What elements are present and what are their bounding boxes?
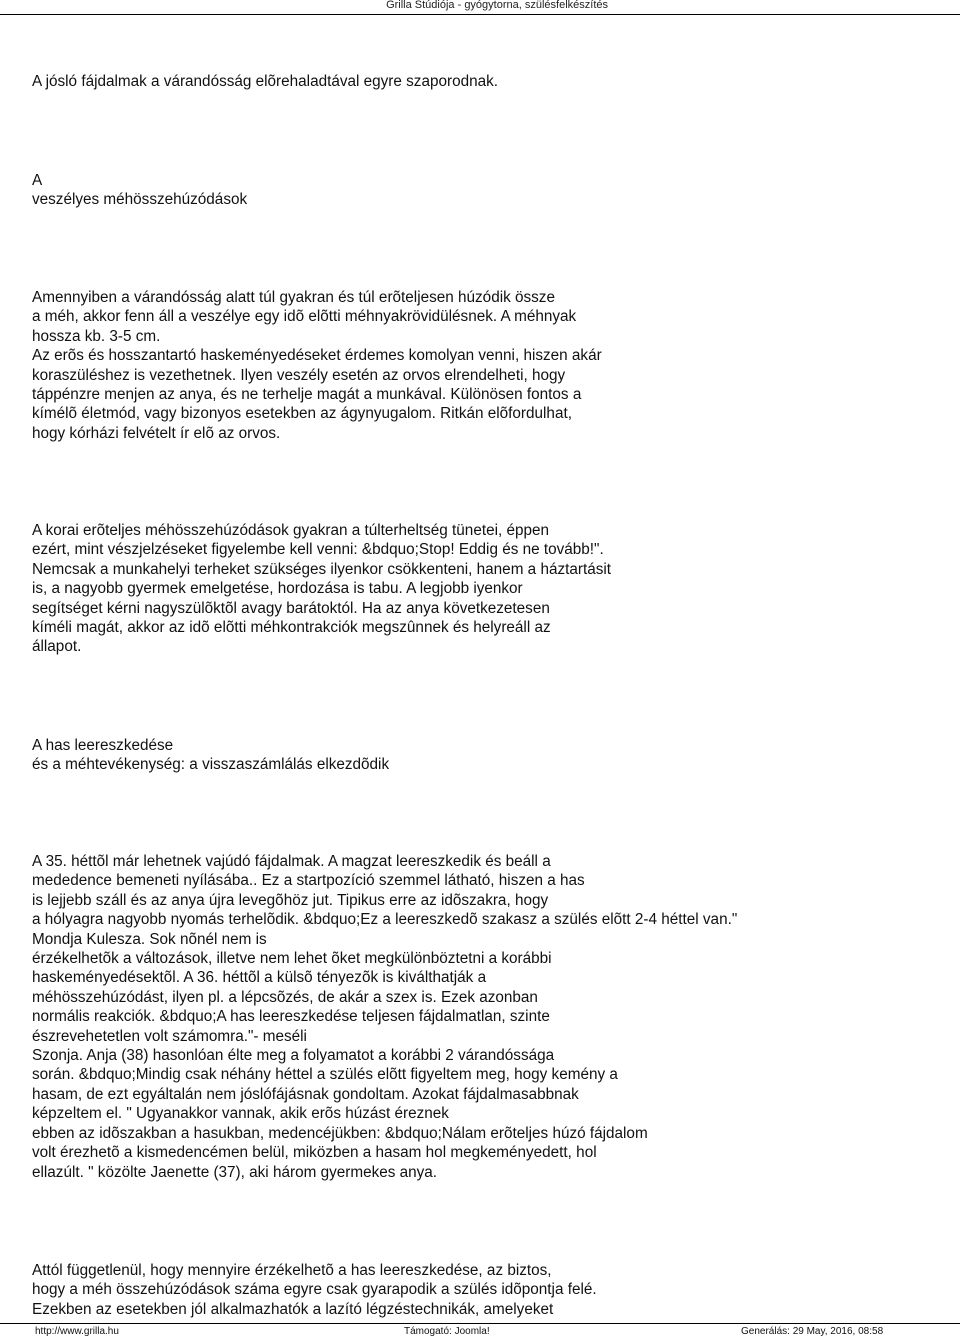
text-line: Ezekben az esetekben jól alkalmazhatók a lazító légzéstechnikák, amelyeket <box>32 1300 554 1318</box>
text-line: Mondja Kulesza. Sok nõnél nem is <box>32 930 267 948</box>
text-line: kímélõ életmód, vagy bizonyos esetekben az ágynyugalom. Ritkán elõfordulhat, <box>32 405 572 423</box>
paragraph-conclusion <box>32 1261 932 1319</box>
intro-paragraph <box>32 72 932 91</box>
text-line: segítséget kérni nagyszülõktõl avagy barátoktól. Ha az anya következetesen <box>32 599 550 617</box>
text-line: A jósló fájdalmak a várandósság elõrehaladtával egyre szaporodnak. <box>32 73 498 90</box>
text-line: és a méhtevékenység: a visszaszámlálás elkezdõdik <box>32 756 390 774</box>
text-line: normális reakciók. &bdquo;A has leereszkedése teljesen fájdalmatlan, szinte <box>32 1008 550 1026</box>
paragraph-cervix <box>32 288 932 443</box>
text-line: észrevehetetlen volt számomra."- meséli <box>32 1027 307 1045</box>
text-line: ebben az idõszakban a hasukban, medencéjükben: &bdquo;Nálam erõteljes húzó fájdalom <box>32 1124 648 1142</box>
section-heading-dangerous-contractions <box>32 171 932 210</box>
paragraph-overload <box>32 521 932 657</box>
text-line: táppénzre menjen az anya, és ne terhelje magát a munkával. Különösen fontos a <box>32 386 582 404</box>
text-line: haskeményedésektõl. A 36. héttõl a külsõ tényezõk is kiválthatják a <box>32 969 487 987</box>
text-line: a méh, akkor fenn áll a veszélye egy idõ elõtti méhnyakrövidülésnek. A méhnyak <box>32 308 577 326</box>
text-line: ellazúlt. " közölte Jaenette (37), aki három gyermekes anya. <box>32 1163 438 1181</box>
text-line: hasam, de ezt egyáltalán nem jóslófájásnak gondoltam. Azokat fájdalmasabbnak <box>32 1085 579 1103</box>
text-line: Amennyiben a várandósság alatt túl gyakran és túl erõteljesen húzódik össze <box>32 289 555 306</box>
text-line: ezért, mint vészjelzéseket figyelembe kell venni: &bdquo;Stop! Eddig és ne tovább!". <box>32 541 604 559</box>
text-line: volt érezhetõ a kismedencémen belül, miközben a hasam hol megkeményedett, hol <box>32 1144 597 1162</box>
text-line: mededence bemeneti nyílásába.. Ez a startpozíció szemmel látható, hiszen a has <box>32 872 585 890</box>
footer-url: http://www.grilla.hu <box>35 1326 119 1337</box>
text-line: veszélyes méhösszehúzódások <box>32 191 248 209</box>
section-heading-lightening <box>32 736 932 775</box>
text-line: Nemcsak a munkahelyi terheket szükséges ilyenkor csökkenteni, hanem a háztartásit <box>32 560 612 578</box>
text-line: során. &bdquo;Mindig csak néhány héttel a szülés elõtt figyeltem meg, hogy kemény a <box>32 1066 618 1084</box>
text-line: koraszüléshez is vezethetnek. Ilyen veszély esetén az orvos elrendelheti, hogy <box>32 366 566 384</box>
page-header <box>0 0 960 15</box>
text-line: hogy kórházi felvételt ír elõ az orvos. <box>32 424 281 442</box>
text-line: Attól függetlenül, hogy mennyire érzékelhetõ a has leereszkedése, az biztos, <box>32 1262 552 1279</box>
text-line: Az erõs és hosszantartó haskeményedéseket érdemes komolyan venni, hiszen akár <box>32 347 602 365</box>
text-line: kíméli magát, akkor az idõ elõtti méhkontrakciók megszûnnek és helyreáll az <box>32 619 551 637</box>
text-line: méhösszehúzódást, ilyen pl. a lépcsõzés, de akár a szex is. Ezek azonban <box>32 988 538 1006</box>
text-line: A <box>32 172 43 189</box>
text-line: A has leereszkedése <box>32 737 174 754</box>
text-line: hogy a méh összehúzódások száma egyre csak gyarapodik a szülés idõpontja felé. <box>32 1281 597 1299</box>
text-line: A korai erõteljes méhösszehúzódások gyakran a túlterheltség tünetei, éppen <box>32 522 550 539</box>
text-line: a hólyagra nagyobb nyomás terhelõdik. &bdquo;Ez a leereszkedõ szakasz a szülés elõtt 2-4 héttel van." <box>32 911 738 929</box>
text-line: állapot. <box>32 638 82 656</box>
text-line: képzeltem el. " Ugyanakkor vannak, akik erõs húzást éreznek <box>32 1105 449 1123</box>
text-line: A 35. héttõl már lehetnek vajúdó fájdalmak. A magzat leereszkedik és beáll a <box>32 853 551 870</box>
text-line: Szonja. Anja (38) hasonlóan élte meg a folyamatot a korábbi 2 várandóssága <box>32 1047 555 1065</box>
paragraph-week-35 <box>32 852 932 1182</box>
text-line: is, a nagyobb gyermek emelgetése, hordozása is tabu. A legjobb iyenkor <box>32 580 523 598</box>
footer-generated: Generálás: 29 May, 2016, 08:58 <box>741 1326 884 1337</box>
footer-sponsor: Támogató: Joomla! <box>404 1326 490 1337</box>
text-line: érzékelhetõk a változások, illetve nem lehet õket megkülönböztetni a korábbi <box>32 950 552 968</box>
text-line: is lejjebb száll és az anya újra levegõhöz jut. Tipikus erre az idõszakra, hogy <box>32 891 549 909</box>
text-line: hossza kb. 3-5 cm. <box>32 327 161 345</box>
site-title: Grilla Stúdiója - gyógytorna, szülésfelkészítés <box>386 0 608 11</box>
footer-divider <box>0 1323 960 1324</box>
